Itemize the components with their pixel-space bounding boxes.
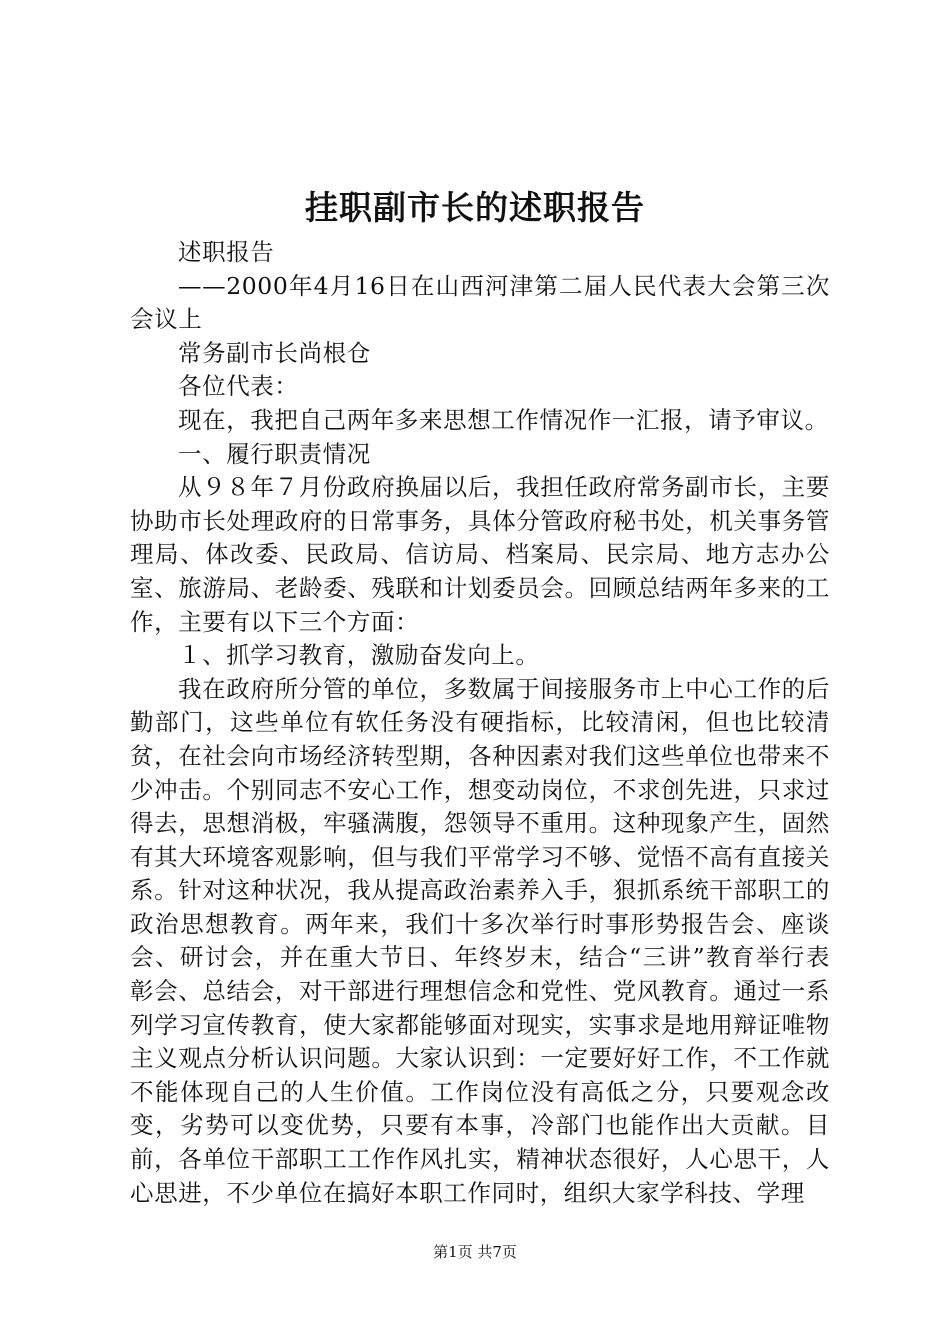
paragraph-duties: 从９８年７月份政府换届以后，我担任政府常务副市长，主要协助市长处理政府的日常事务，具体分管政府秘书处，机关事务管理局、体改委、民政局、信访局、档案局、民宗局、地方志办公室、旅游局、老龄委、残联和计划委员会。回顾总结两年多来的工作，主要有以下三个方面：: [130, 473, 830, 636]
paragraph-salutation: 各位代表：: [178, 372, 299, 401]
page-footer: 第1页 共7页: [433, 1243, 517, 1261]
paragraph-heading-label: 述职报告: [178, 238, 275, 266]
document-title: 挂职副市长的述职报告: [305, 188, 645, 227]
paragraph-intro: 现在，我把自己两年多来思想工作情况作一汇报，请予审议。: [178, 405, 829, 434]
paragraph-meeting-subtitle: ——2000年4月16日在山西河津第二届人民代表大会第三次会议上: [130, 271, 830, 334]
paragraph-study-education: 我在政府所分管的单位，多数属于间接服务市上中心工作的后勤部门，这些单位有软任务没有硬指标，比较清闲，但也比较清贫，在社会向市场经济转型期，各种因素对我们这些单位也带来不少冲击。个别同志不安心工作，想变动岗位，不求创先进，只求过得去，思想消极，牢骚满腹，怨领导不重用。这种现象产生，固然有其大环境客观影响，但与我们平常学习不够、觉悟不高有直接关系。针对这种状况，我从提高政治素养入手，狠抓系统干部职工的政治思想教育。两年来，我们十多次举行时事形势报告会、座谈会、研讨会，并在重大节日、年终岁末，结合“三讲”教育举行表彰会、总结会，对干部进行理想信念和党性、党风教育。通过一系列学习宣传教育，使大家都能够面对现实，实事求是地用辩证唯物主义观点分析认识问题。大家认识到：一定要好好工作，不工作就不能体现自己的人生价值。工作岗位没有高低之分，只要观念改变，劣势可以变优势，只要有本事，冷部门也能作出大贡献。目前，各单位干部职工工作作风扎实，精神状态很好，人心思干，人心思进，不少单位在搞好本职工作同时，组织大家学科技、学理: [130, 674, 830, 1207]
paragraph-author: 常务副市长尚根仓: [178, 338, 371, 367]
subsection-heading-1: １、抓学习教育，激励奋发向上。: [178, 641, 540, 670]
document-body: [130, 236, 830, 1210]
section-heading-1: 一、履行职责情况: [178, 439, 371, 468]
